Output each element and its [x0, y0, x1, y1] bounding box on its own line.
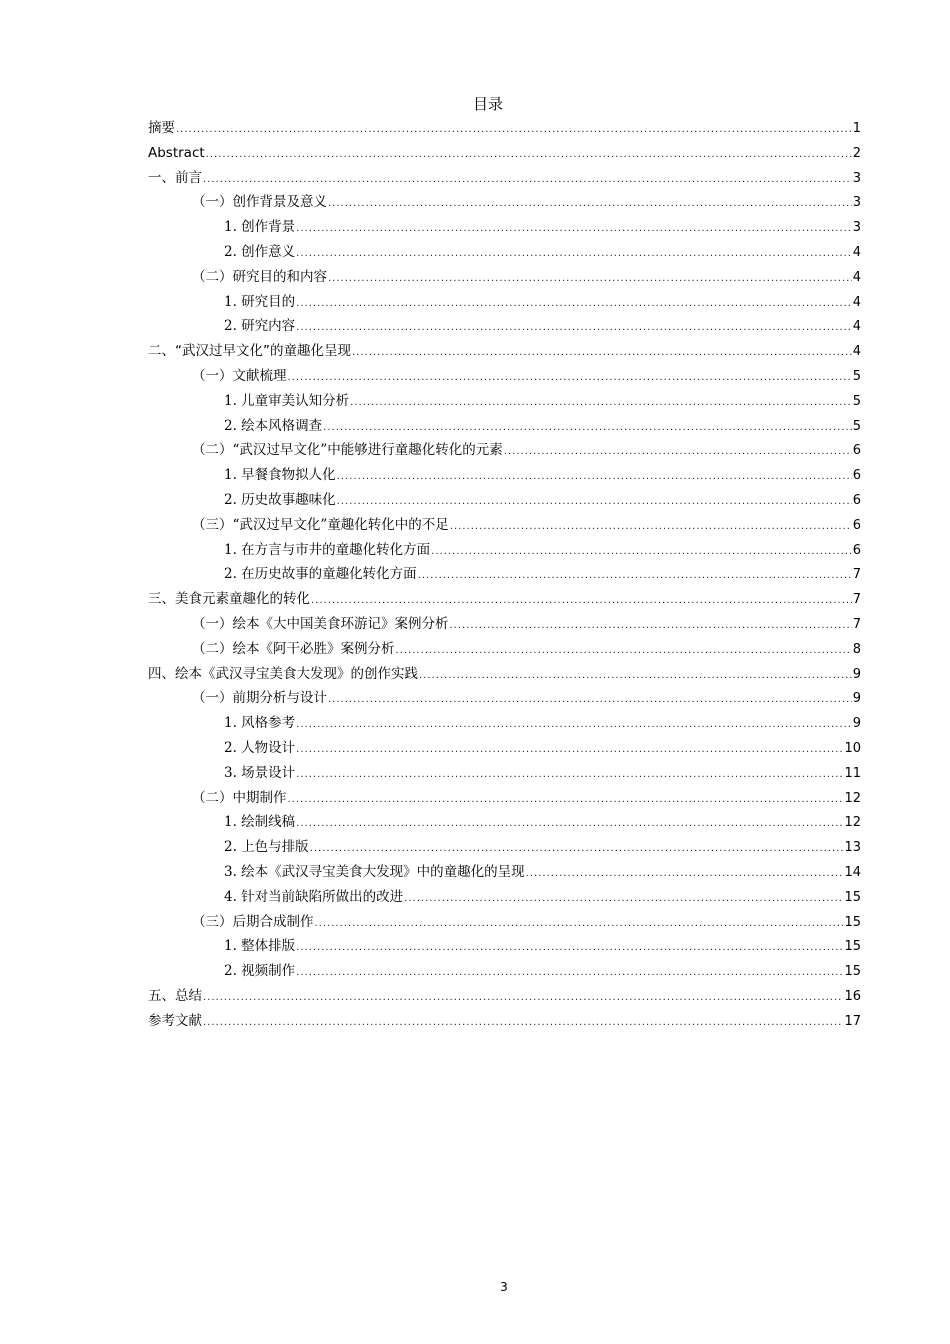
- toc-entry[interactable]: [148, 414, 861, 439]
- toc-entry-page-number: 16: [844, 988, 861, 1004]
- toc-entry[interactable]: [148, 290, 861, 315]
- toc-entry-page-number: 15: [844, 964, 861, 980]
- toc-entry-label: 1. 整体排版: [224, 938, 296, 955]
- toc-entry-label: （二）中期制作: [192, 789, 287, 806]
- toc-entry[interactable]: [148, 910, 861, 935]
- toc-dot-leader: [337, 490, 852, 515]
- toc-entry[interactable]: [148, 959, 861, 984]
- toc-dot-leader: [296, 292, 852, 317]
- toc-entry-page-number: 6: [852, 443, 861, 459]
- toc-entry-page-number: 4: [852, 244, 861, 260]
- toc-dot-leader: [296, 242, 852, 267]
- toc-entry-page-number: 6: [852, 517, 861, 533]
- toc-entry-page-number: 5: [852, 418, 861, 434]
- toc-entry-page-number: 1: [852, 121, 861, 136]
- toc-dot-leader: [526, 862, 844, 887]
- toc-entry[interactable]: [148, 612, 861, 637]
- toc-entry-label: 参考文献: [148, 1012, 202, 1029]
- toc-entry[interactable]: [148, 339, 861, 364]
- toc-entry[interactable]: [148, 364, 861, 389]
- toc-entry[interactable]: [148, 662, 861, 687]
- toc-entry-label: 四、绘本《武汉寻宝美食大发现》的创作实践: [148, 665, 418, 682]
- toc-dot-leader: [206, 143, 852, 168]
- toc-entry-page-number: 3: [852, 170, 861, 186]
- toc-entry-label: （三）“武汉过早文化”童趣化转化中的不足: [192, 516, 449, 533]
- toc-entry[interactable]: [148, 810, 861, 835]
- toc-dot-leader: [328, 688, 852, 713]
- toc-entry-label: （一）文献梳理: [192, 367, 287, 384]
- toc-entry-label: 3. 绘本《武汉寻宝美食大发现》中的童趣化的呈现: [224, 863, 525, 880]
- toc-entry-page-number: 15: [844, 889, 861, 905]
- toc-entry-page-number: 13: [844, 840, 861, 856]
- toc-entry[interactable]: [148, 116, 861, 141]
- page-number: 3: [500, 1280, 508, 1294]
- toc-dot-leader: [288, 366, 852, 391]
- toc-entry[interactable]: [148, 587, 861, 612]
- toc-dot-leader: [296, 217, 852, 242]
- toc-entry[interactable]: [148, 215, 861, 240]
- toc-entry-label: 2. 人物设计: [224, 739, 296, 756]
- toc-entry-label: 三、美食元素童趣化的转化: [148, 591, 310, 608]
- toc-entry-page-number: 5: [852, 368, 861, 384]
- toc-entry-label: 2. 上色与排版: [224, 839, 309, 856]
- toc-entry[interactable]: [148, 984, 861, 1009]
- toc-entry-page-number: 15: [844, 914, 861, 930]
- toc-entry-label: （一）前期分析与设计: [192, 690, 327, 707]
- toc-entry[interactable]: [148, 860, 861, 885]
- toc-entry-label: 1. 研究目的: [224, 293, 296, 310]
- toc-entry-label: 3. 场景设计: [224, 764, 296, 781]
- toc-dot-leader: [323, 416, 852, 441]
- toc-dot-leader: [310, 837, 844, 862]
- toc-dot-leader: [352, 341, 852, 366]
- toc-entry-label: 2. 在历史故事的童趣化转化方面: [224, 566, 417, 583]
- toc-entry-label: Abstract: [148, 144, 205, 161]
- toc-entry-page-number: 14: [844, 864, 861, 880]
- toc-dot-leader: [350, 391, 852, 416]
- toc-dot-leader: [337, 465, 852, 490]
- toc-dot-leader: [296, 961, 843, 986]
- toc-entry[interactable]: [148, 686, 861, 711]
- toc-dot-leader: [431, 540, 852, 565]
- toc-dot-leader: [418, 564, 852, 589]
- toc-dot-leader: [504, 440, 852, 465]
- toc-entry[interactable]: [148, 637, 861, 662]
- toc-entry-label: 2. 绘本风格调查: [224, 417, 323, 434]
- toc-entry-label: （二）“武汉过早文化”中能够进行童趣化转化的元素: [192, 442, 503, 459]
- toc-dot-leader: [296, 936, 843, 961]
- toc-dot-leader: [296, 738, 843, 763]
- toc-entry-page-number: 12: [844, 815, 861, 831]
- toc-entry[interactable]: [148, 141, 861, 166]
- toc-entry-page-number: 9: [852, 691, 861, 707]
- toc-entry[interactable]: [148, 463, 861, 488]
- toc-dot-leader: [176, 118, 852, 143]
- toc-entry-page-number: 11: [844, 765, 861, 781]
- toc-entry-page-number: 6: [852, 468, 861, 484]
- toc-dot-leader: [296, 713, 852, 738]
- toc-entry[interactable]: [148, 761, 861, 786]
- toc-entry[interactable]: [148, 711, 861, 736]
- toc-entry-label: （三）后期合成制作: [192, 913, 314, 930]
- toc-entry[interactable]: [148, 513, 861, 538]
- toc-entry[interactable]: [148, 265, 861, 290]
- toc-entry-label: 二、“武汉过早文化”的童趣化呈现: [148, 343, 351, 360]
- toc-entry-page-number: 7: [852, 592, 861, 608]
- toc-dot-leader: [288, 788, 844, 813]
- table-of-contents: [148, 116, 861, 1033]
- toc-entry-page-number: 3: [852, 220, 861, 236]
- toc-dot-leader: [296, 812, 843, 837]
- toc-entry-page-number: 15: [844, 939, 861, 955]
- toc-dot-leader: [404, 887, 843, 912]
- toc-entry-page-number: 10: [844, 740, 861, 756]
- toc-entry[interactable]: [148, 736, 861, 761]
- toc-entry-page-number: 12: [844, 790, 861, 806]
- toc-entry-label: 1. 早餐食物拟人化: [224, 467, 336, 484]
- toc-entry[interactable]: [148, 562, 861, 587]
- toc-entry-label: 摘要: [148, 120, 175, 136]
- toc-dot-leader: [450, 515, 852, 540]
- toc-entry-label: 2. 研究内容: [224, 318, 296, 335]
- toc-entry-page-number: 17: [844, 1013, 861, 1029]
- toc-entry-label: 2. 历史故事趣味化: [224, 491, 336, 508]
- toc-entry-page-number: 5: [852, 393, 861, 409]
- toc-entry-page-number: 2: [852, 145, 861, 161]
- toc-dot-leader: [396, 639, 852, 664]
- toc-dot-leader: [203, 986, 843, 1011]
- toc-entry-page-number: 7: [852, 616, 861, 632]
- toc-dot-leader: [315, 912, 844, 937]
- toc-entry-page-number: 4: [852, 344, 861, 360]
- toc-entry-label: （二）绘本《阿干必胜》案例分析: [192, 640, 395, 657]
- toc-entry-page-number: 6: [852, 542, 861, 558]
- toc-entry[interactable]: [148, 786, 861, 811]
- toc-entry[interactable]: [148, 538, 861, 563]
- toc-entry[interactable]: [148, 1009, 861, 1034]
- toc-entry-label: 4. 针对当前缺陷所做出的改进: [224, 888, 404, 905]
- toc-entry[interactable]: [148, 190, 861, 215]
- toc-entry[interactable]: [148, 438, 861, 463]
- toc-entry-page-number: 9: [852, 716, 861, 732]
- toc-entry-page-number: 4: [852, 269, 861, 285]
- toc-entry-label: 1. 创作背景: [224, 219, 296, 236]
- toc-dot-leader: [203, 1011, 843, 1036]
- toc-entry-page-number: 8: [852, 641, 861, 657]
- toc-entry-label: 2. 视频制作: [224, 963, 296, 980]
- toc-entry-label: 一、前言: [148, 169, 202, 186]
- toc-title: 目录: [472, 95, 503, 113]
- toc-entry[interactable]: [148, 166, 861, 191]
- toc-entry-page-number: 3: [852, 195, 861, 211]
- toc-entry[interactable]: [148, 885, 861, 910]
- toc-entry-page-number: 7: [852, 567, 861, 583]
- toc-entry-page-number: 6: [852, 492, 861, 508]
- toc-dot-leader: [203, 168, 852, 193]
- toc-dot-leader: [328, 192, 852, 217]
- toc-entry-label: 1. 在方言与市井的童趣化转化方面: [224, 541, 431, 558]
- toc-entry[interactable]: [148, 934, 861, 959]
- toc-entry-page-number: 9: [852, 666, 861, 682]
- toc-entry-label: 1. 风格参考: [224, 715, 296, 732]
- toc-entry-label: 1. 绘制线稿: [224, 814, 296, 831]
- toc-entry[interactable]: [148, 314, 861, 339]
- toc-entry-label: 2. 创作意义: [224, 243, 296, 260]
- toc-entry[interactable]: [148, 488, 861, 513]
- toc-entry-label: （二）研究目的和内容: [192, 268, 327, 285]
- toc-dot-leader: [311, 589, 852, 614]
- toc-entry-label: 1. 儿童审美认知分析: [224, 392, 350, 409]
- toc-entry[interactable]: [148, 389, 861, 414]
- toc-entry-label: （一）创作背景及意义: [192, 194, 327, 211]
- toc-dot-leader: [450, 614, 852, 639]
- toc-dot-leader: [296, 763, 843, 788]
- toc-dot-leader: [419, 664, 852, 689]
- toc-entry-page-number: 4: [852, 319, 861, 335]
- toc-entry[interactable]: [148, 835, 861, 860]
- toc-entry-label: （一）绘本《大中国美食环游记》案例分析: [192, 615, 449, 632]
- toc-dot-leader: [328, 267, 852, 292]
- toc-entry-page-number: 4: [852, 294, 861, 310]
- toc-dot-leader: [296, 316, 852, 341]
- toc-entry[interactable]: [148, 240, 861, 265]
- toc-entry-label: 五、总结: [148, 987, 202, 1004]
